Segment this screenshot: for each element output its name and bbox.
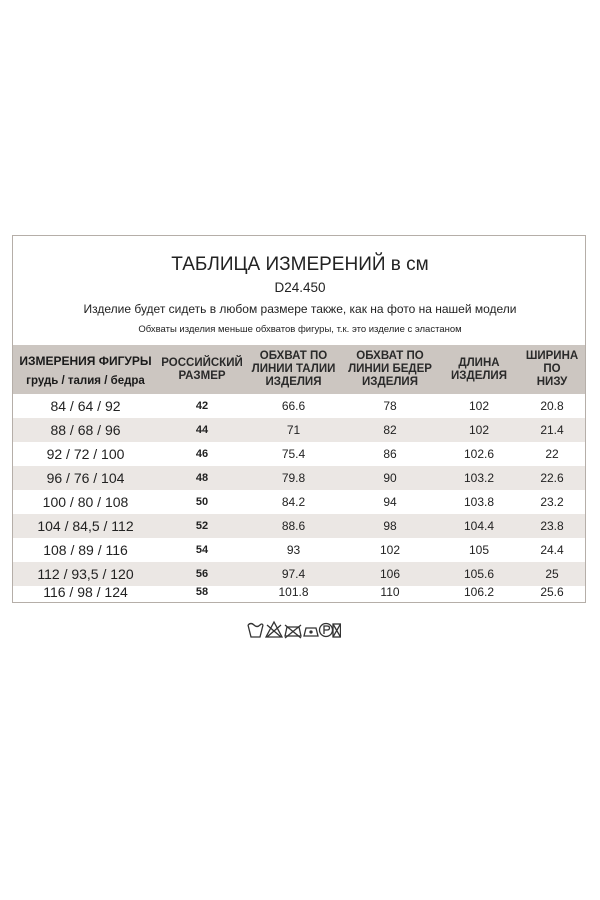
header-hips-l3: ИЗДЕЛИЯ	[362, 376, 418, 388]
cell-hips: 90	[383, 471, 397, 485]
cell-hips: 106	[379, 567, 401, 581]
cell-hips: 82	[383, 423, 397, 437]
cell-length: 103.2	[463, 471, 495, 485]
cell-bottom-width: 24.4	[540, 543, 564, 557]
header-length	[439, 345, 519, 394]
care-symbols	[246, 617, 341, 639]
cell-figure: 88 / 68 / 96	[50, 422, 121, 438]
cell-length: 102	[468, 399, 490, 413]
cell-bottom-width: 25.6	[540, 585, 564, 599]
header-russian-size	[158, 345, 246, 394]
table-row	[13, 514, 585, 538]
header-bottom-width	[519, 345, 585, 394]
cell-russian-size: 54	[195, 544, 209, 556]
page-title: ТАБЛИЦА ИЗМЕРЕНИЙ в см	[171, 254, 429, 275]
header-figure-sub: грудь / талия / бедра	[26, 375, 145, 387]
table-row	[13, 466, 585, 490]
header-russian-size-l1: РОССИЙСКИЙ	[161, 356, 243, 369]
cell-russian-size: 56	[195, 568, 209, 580]
header-figure	[13, 345, 158, 394]
elastane-note: Обхваты изделия меньше обхватов фигуры, т.к. это изделие с эластаном	[138, 324, 462, 335]
cell-figure: 104 / 84,5 / 112	[37, 518, 134, 534]
cell-figure: 92 / 72 / 100	[46, 446, 125, 462]
cell-hips: 98	[383, 519, 397, 533]
cell-length: 104.4	[463, 519, 495, 533]
dry-clean-p-icon	[320, 624, 333, 637]
cell-russian-size: 46	[195, 448, 209, 460]
cell-russian-size: 44	[195, 424, 209, 436]
hand-wash-icon	[248, 624, 263, 638]
table-row	[13, 580, 585, 604]
cell-length: 106.2	[463, 585, 495, 599]
cell-waist: 71	[286, 423, 301, 437]
cell-waist: 93	[286, 543, 301, 557]
cell-length: 102	[468, 423, 490, 437]
cell-waist: 97.4	[281, 567, 306, 581]
cell-hips: 110	[380, 585, 400, 599]
header-waist-l1: ОБХВАТ ПО	[259, 350, 328, 362]
cell-length: 105	[468, 543, 490, 557]
cell-bottom-width: 20.8	[540, 399, 564, 413]
fit-note: Изделие будет сидеть в любом размере также, как на фото на нашей модели	[83, 302, 517, 316]
header-figure-title: ИЗМЕРЕНИЯ ФИГУРЫ	[19, 354, 152, 368]
cell-russian-size: 58	[195, 586, 209, 598]
table-row	[13, 538, 585, 562]
header-hips	[341, 345, 439, 394]
article-code: D24.450	[274, 280, 326, 295]
cell-hips: 94	[383, 495, 397, 509]
no-tumble-dry-icon	[285, 625, 301, 638]
table-row	[13, 418, 585, 442]
no-bleach-icon	[266, 622, 282, 637]
cell-waist: 101.8	[278, 585, 309, 599]
header-length-l1: ДЛИНА	[458, 356, 500, 369]
table-row	[13, 442, 585, 466]
header-waist-l2: ЛИНИИ ТАЛИИ	[251, 363, 336, 375]
cell-waist: 66.6	[281, 399, 306, 413]
cell-length: 102.6	[463, 447, 495, 461]
cell-hips: 86	[383, 447, 397, 461]
cell-waist: 84.2	[281, 495, 306, 509]
cell-bottom-width: 22	[545, 447, 559, 461]
table-row	[13, 394, 585, 418]
no-dryer-icon	[333, 624, 341, 637]
header-russian-size-l2: РАЗМЕР	[178, 369, 226, 382]
header-hips-l2: ЛИНИИ БЕДЕР	[348, 363, 432, 375]
header-length-l2: ИЗДЕЛИЯ	[451, 369, 507, 382]
cell-bottom-width: 25	[545, 567, 559, 581]
cell-figure: 116 / 98 / 124	[43, 584, 128, 600]
cell-figure: 100 / 80 / 108	[42, 494, 129, 510]
cell-waist: 75.4	[281, 447, 306, 461]
cell-length: 105.6	[463, 567, 495, 581]
cell-hips: 102	[379, 543, 401, 557]
table-header	[13, 345, 585, 394]
cell-bottom-width: 23.2	[540, 495, 564, 509]
cell-waist: 88.6	[281, 519, 306, 533]
cell-bottom-width: 22.6	[540, 471, 564, 485]
header-waist-l3: ИЗДЕЛИЯ	[265, 376, 322, 388]
header-bottom-width-l2: НИЗУ	[536, 376, 568, 388]
cell-figure: 108 / 89 / 116	[43, 542, 128, 558]
cell-figure: 96 / 76 / 104	[46, 470, 125, 486]
cell-hips: 78	[383, 399, 397, 413]
header-waist	[246, 345, 341, 394]
header-hips-l1: ОБХВАТ ПО	[356, 350, 424, 362]
header-bottom-width-l1: ШИРИНА ПО	[525, 350, 579, 375]
cell-figure: 112 / 93,5 / 120	[37, 566, 134, 582]
table-row	[13, 490, 585, 514]
cell-russian-size: 48	[195, 472, 209, 484]
cell-russian-size: 52	[195, 520, 209, 532]
cell-bottom-width: 21.4	[540, 423, 564, 437]
cell-russian-size: 50	[195, 496, 209, 508]
cell-bottom-width: 23.8	[540, 519, 564, 533]
iron-low-icon	[304, 628, 318, 636]
cell-length: 103.8	[463, 495, 495, 509]
cell-figure: 84 / 64 / 92	[50, 398, 121, 414]
cell-waist: 79.8	[281, 471, 306, 485]
cell-russian-size: 42	[195, 400, 209, 412]
